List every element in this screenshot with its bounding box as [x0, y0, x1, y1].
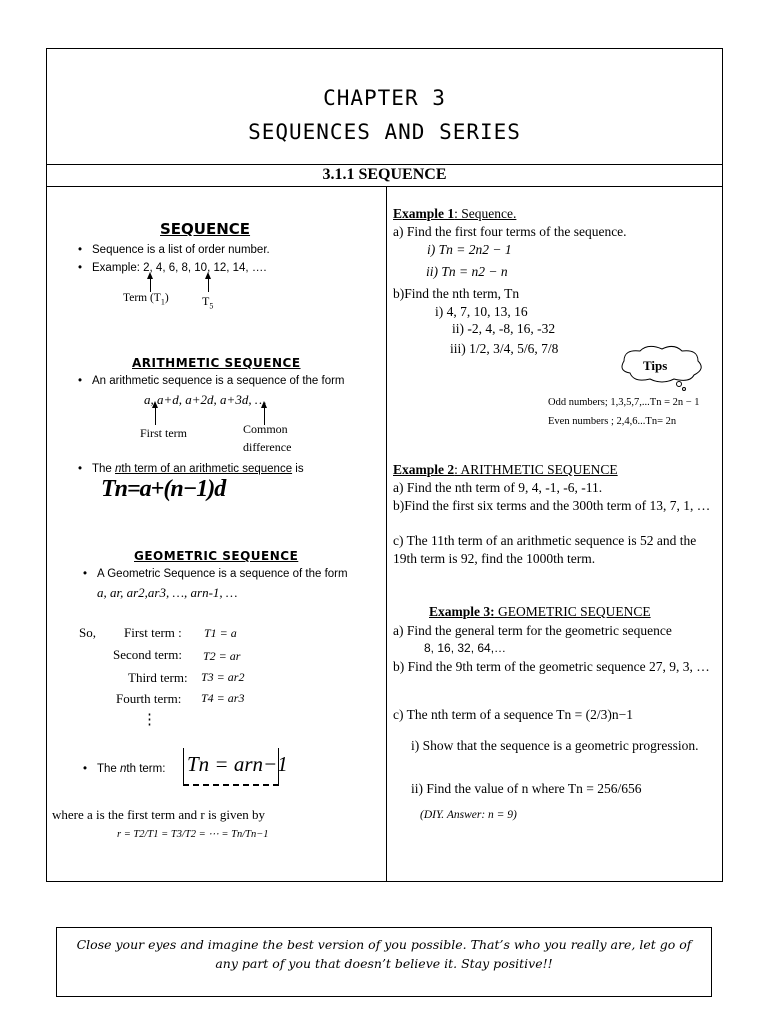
fourth-term-label: Fourth term:: [116, 691, 182, 706]
arithmetic-definition: • An arithmetic sequence is a sequence of the form: [92, 375, 345, 387]
chapter-label: CHAPTER 3: [323, 86, 446, 110]
first-term-row-label: First term :: [124, 625, 182, 640]
example3-title: Example 3: GEOMETRIC SEQUENCE: [429, 604, 651, 619]
third-term-label: Third term:: [128, 670, 188, 685]
geometric-nth-label: • The nth term:: [97, 763, 165, 775]
arithmetic-form: a, a+d, a+2d, a+3d, …: [144, 392, 267, 407]
example2-part-a: a) Find the nth term of 9, 4, -1, -6, -11.: [393, 480, 603, 495]
example3-answer: (DIY. Answer: n = 9): [420, 809, 517, 821]
section-divider: [46, 186, 723, 187]
geometric-formula: Tn = arn−1: [187, 752, 288, 776]
column-divider: [386, 186, 387, 882]
term5-label: $T_5$: [202, 294, 214, 311]
motivational-quote-box: [56, 927, 712, 997]
arithmetic-heading: ARITHMETIC SEQUENCE: [132, 356, 301, 370]
sequence-heading: SEQUENCE: [160, 220, 251, 238]
title-divider: [46, 164, 723, 165]
so-label: So,: [79, 625, 96, 640]
term5-arrow: [208, 278, 209, 292]
chapter-title: SEQUENCES AND SERIES: [248, 120, 521, 144]
example1-title: Example 1: Sequence.: [393, 206, 517, 221]
example2-part-b: b)Find the first six terms and the 300th term of 13, 7, 1, …: [393, 498, 711, 513]
geometric-definition: • A Geometric Sequence is a sequence of the form: [97, 568, 348, 580]
example3-part-a: a) Find the general term for the geometric sequence: [393, 623, 672, 638]
example3-c-i: i) Show that the sequence is a geometric progression.: [411, 738, 699, 753]
second-term-eq: T2 = ar: [203, 649, 241, 663]
example3-a-sequence: 8, 16, 32, 64,…: [424, 641, 507, 655]
geometric-form: a, ar, ar2,ar3, …, arn-1, …: [97, 585, 238, 600]
common-label-1: Common: [243, 422, 288, 436]
quote-line-2: any part of you that doesn’t believe it. Stay positive!!: [215, 955, 553, 971]
section-title: 3.1.1 SEQUENCE: [322, 166, 447, 183]
first-term-eq: T1 = a: [204, 626, 237, 640]
example3-part-c: c) The nth term of a sequence Tn = (2/3)n−1: [393, 707, 634, 722]
example3-part-b: b) Find the 9th term of the geometric sequence 27, 9, 3, …: [393, 659, 710, 674]
sequence-definition: • Sequence is a list of order number.: [92, 244, 270, 256]
tips-label: Tips: [643, 358, 668, 373]
common-label-2: difference: [243, 440, 292, 454]
ratio-equation: r = T2/T1 = T3/T2 = ⋯ = Tn/Tn−1: [117, 829, 269, 840]
first-term-arrow: [155, 407, 156, 425]
example1-b-i: i) 4, 7, 10, 13, 16: [435, 304, 528, 319]
third-term-eq: T3 = ar2: [201, 670, 245, 684]
term1-arrow: [150, 278, 151, 292]
odd-numbers-tip: Odd numbers; 1,3,5,7,...Tn = 2n − 1: [548, 397, 700, 408]
sequence-example: • Example: 2, 4, 6, 8, 10, 12, 14, ….: [92, 262, 267, 274]
second-term-label: Second term:: [113, 647, 182, 662]
fourth-term-eq: T4 = ar3: [201, 691, 245, 705]
geometric-heading: GEOMETRIC SEQUENCE: [134, 549, 299, 563]
example1-b-ii: ii) -2, 4, -8, 16, -32: [452, 321, 556, 336]
term1-label: Term $(T_1)$: [123, 292, 169, 307]
arithmetic-nth-text: • The nth term of an arithmetic sequence is: [92, 463, 304, 475]
example2-part-c: c) The 11th term of an arithmetic sequence is 52 and the 19th term is 92, find the 1000th term.: [393, 533, 697, 566]
where-text: where a is the first term and r is given by: [52, 807, 265, 822]
example1-part-a: a) Find the first four terms of the sequence.: [393, 224, 627, 239]
example1-a-ii: ii) Tn = n2 − n: [426, 264, 508, 279]
even-numbers-tip: Even numbers ; 2,4,6...Tn= 2n: [548, 416, 677, 427]
example1-b-iii: iii) 1/2, 3/4, 5/6, 7/8: [450, 341, 559, 356]
quote-line-1: Close your eyes and imagine the best version of you possible. That’s who you really are, let go of: [76, 937, 692, 952]
first-term-label: First term: [140, 426, 187, 440]
example3-c-ii: ii) Find the value of n where Tn = 256/656: [411, 781, 642, 796]
arithmetic-formula: Tn=a+(n−1)d: [101, 476, 226, 502]
example2-title: Example 2: ARITHMETIC SEQUENCE: [393, 462, 618, 477]
vertical-dots: ⋮: [142, 712, 157, 728]
example1-part-b: b)Find the nth term, Tn: [393, 286, 520, 301]
example1-a-i: i) Tn = 2n2 − 1: [427, 242, 512, 257]
